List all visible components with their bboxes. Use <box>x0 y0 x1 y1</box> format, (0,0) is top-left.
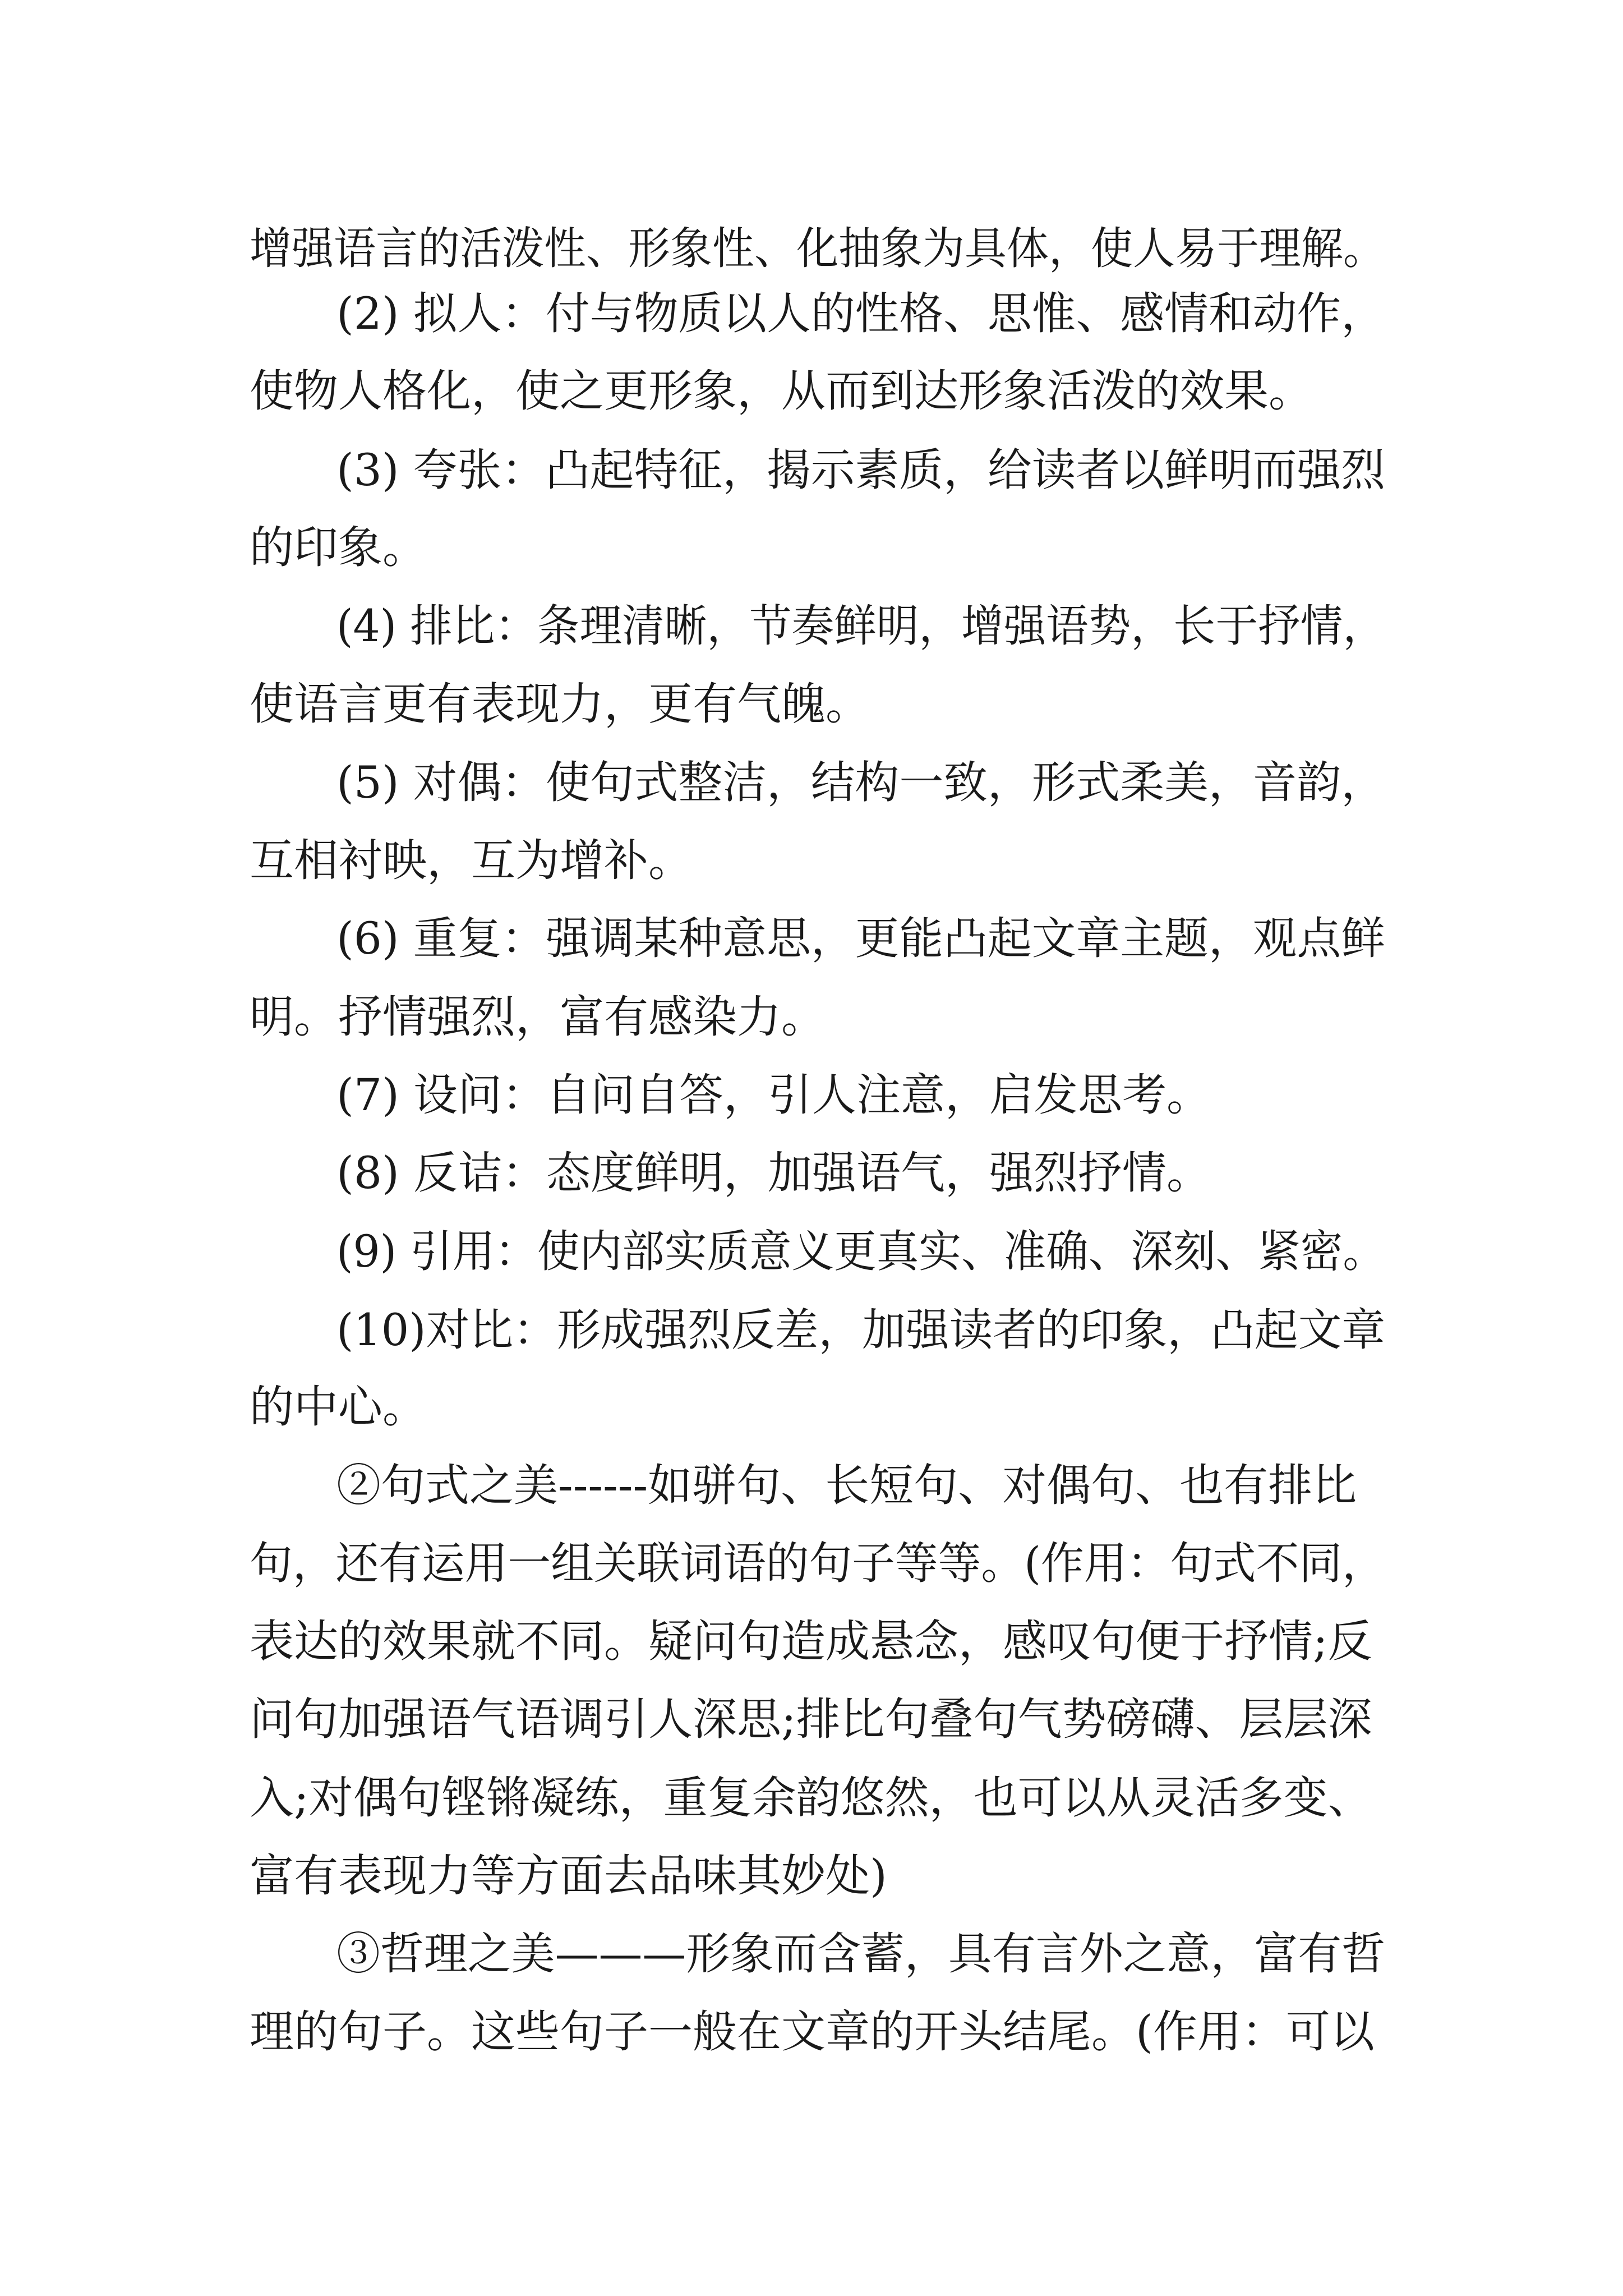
text-line: 入;对偶句铿锵凝练，重复余韵悠然，也可以从灵活多变、 <box>250 1772 1372 1824</box>
text-line: 互相衬映，互为增补。 <box>250 835 693 886</box>
text-line: 使物人格化，使之更形象，从而到达形象活泼的效果。 <box>250 365 1313 417</box>
text-line: 增强语言的活泼性、形象性、化抽象为具体，使人易于理解。 <box>250 223 1385 274</box>
text-line: 的中心。 <box>250 1381 427 1433</box>
text-line: 句，还有运用一组关联词语的句子等等。(作用：句式不同， <box>250 1538 1385 1589</box>
text-line: (2) 拟人：付与物质以人的性格、思惟、感情和动作， <box>336 288 1386 339</box>
text-line: (10)对比：形成强烈反差，加强读者的印象，凸起文章 <box>336 1304 1386 1356</box>
text-line: 问句加强语气语调引人深思;排比句叠句气势磅礴、层层深 <box>250 1694 1372 1745</box>
text-line: 富有表现力等方面去品味其妙处) <box>250 1850 887 1902</box>
text-line: ②句式之美------如骈句、长短句、对偶句、也有排比 <box>336 1460 1357 1511</box>
text-line: 使语言更有表现力，更有气魄。 <box>250 678 870 730</box>
text-line: (4) 排比：条理清晰，节奏鲜明，增强语势，长于抒情， <box>336 600 1386 652</box>
text-line: (8) 反诘：态度鲜明，加强语气，强烈抒情。 <box>336 1147 1211 1199</box>
text-line: (3) 夸张：凸起特征，揭示素质，给读者以鲜明而强烈 <box>336 444 1386 496</box>
text-line: 理的句子。这些句子一般在文章的开头结尾。(作用：可以 <box>250 2006 1375 2058</box>
text-line: 表达的效果就不同。疑问句造成悬念，感叹句便于抒情;反 <box>250 1616 1372 1667</box>
text-line: (7) 设问：自问自答，引人注意，启发思考。 <box>336 1069 1211 1121</box>
text-line: (6) 重复：强调某种意思，更能凸起文章主题，观点鲜 <box>336 913 1386 964</box>
text-line: 明。抒情强烈，富有感染力。 <box>250 991 826 1043</box>
text-line: (9) 引用：使内部实质意义更真实、准确、深刻、紧密。 <box>336 1226 1386 1277</box>
text-line: 的印象。 <box>250 522 427 573</box>
text-line: (5) 对偶：使句式整洁，结构一致，形式柔美，音韵， <box>336 757 1386 808</box>
text-line: ③哲理之美———形象而含蓄，具有言外之意，富有哲 <box>336 1928 1385 1980</box>
